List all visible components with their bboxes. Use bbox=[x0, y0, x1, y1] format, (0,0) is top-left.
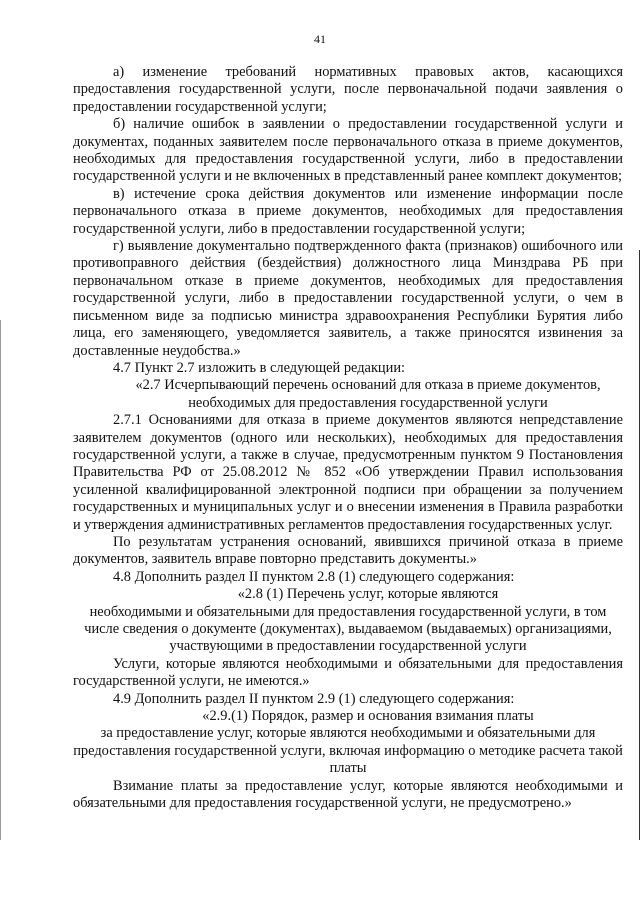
paragraph-2-9-body: Взимание платы за предоставление услуг, которые являются необходимыми и обязательными для предоставления государственной услуги, не предусмотрено.» bbox=[73, 777, 623, 812]
clause-4-8: 4.8 Дополнить раздел II пунктом 2.8 (1) следующего содержания: bbox=[113, 568, 515, 585]
paragraph-2-8-body: Услуги, которые являются необходимыми и обязательными для предоставления государственной услуги, не имеются.» bbox=[73, 655, 623, 690]
clause-4-9: 4.9 Дополнить раздел II пунктом 2.9 (1) следующего содержания: bbox=[113, 690, 515, 707]
heading-2-8-line2: необходимыми и обязательными для предоставления государственной услуги, в том числе сведения о документе (документах), выдаваемом (выдаваемых) организациями, участвующими в предоставлении государственной услуги bbox=[84, 603, 612, 655]
paragraph-b: б) наличие ошибок в заявлении о предоставлении государственной услуги и документах, поданных заявителем после первоначального отказа в приеме документов, необходимых для предоставления государственной услуги, либо в предоставлении государственной услуги и не включенных в представленный ранее комплект документов; bbox=[73, 116, 623, 185]
page-number: 41 bbox=[314, 32, 326, 46]
heading-2-8-line1: «2.8 (1) Перечень услуг, которые являются bbox=[237, 586, 499, 603]
clause-4-7: 4.7 Пункт 2.7 изложить в следующей редакции: bbox=[113, 359, 406, 376]
heading-2-7: «2.7 Исчерпывающий перечень оснований для отказа в приеме документов, необходимых для предоставления государственной услуги bbox=[135, 377, 601, 411]
paragraph-resubmit: По результатам устранения оснований, явившихся причиной отказа в приеме документов, заявитель вправе повторно представить документы.» bbox=[73, 533, 623, 568]
paragraph-v: в) истечение срока действия документов или изменение информации после первоначального отказа в приеме документов, необходимых для предоставления государственной услуги, либо в предоставлении государственной услуги; bbox=[73, 185, 623, 237]
document-body bbox=[73, 64, 623, 812]
heading-2-9-line1: «2.9.(1) Порядок, размер и основания взимания платы bbox=[202, 708, 534, 725]
paragraph-a: а) изменение требований нормативных правовых актов, касающихся предоставления государственной услуги, после первоначальной подачи заявления о предоставлении государственной услуги; bbox=[73, 64, 623, 115]
paragraph-2-7-1: 2.7.1 Основаниями для отказа в приеме документов являются непредставление заявителем документов (одного или нескольких), необходимых для предоставления государственной услуги, а также в случае, предусмотренным пунктом 9 Постановления Правительства РФ от 25.08.2012 № 852 «Об утверждении Правил использования усиленной квалифицированной электронной подписи при обращении за получением государственных и муниципальных услуг и о внесении изменения в Правила разработки и утверждения административных регламентов предоставления государственных услуг. bbox=[73, 412, 623, 533]
paragraph-g: г) выявление документально подтвержденного факта (признаков) ошибочного или противоправного действия (бездействия) должностного лица Минздрава РБ при первоначальном отказе в приеме документов, необходимых для предоставления государственной услуги, либо в предоставлении государственной услуги, о чем в письменном виде за подписью министра здравоохранения Республики Бурятия либо лица, его заменяющего, уведомляется заявитель, а также приносятся извинения за доставленные неудобства.» bbox=[73, 238, 623, 359]
heading-2-9-line2: за предоставление услуг, которые являются необходимыми и обязательными для предоставления государственной услуги, включая информацию о методике расчета такой платы bbox=[73, 725, 623, 777]
scan-edge-left bbox=[0, 320, 1, 840]
